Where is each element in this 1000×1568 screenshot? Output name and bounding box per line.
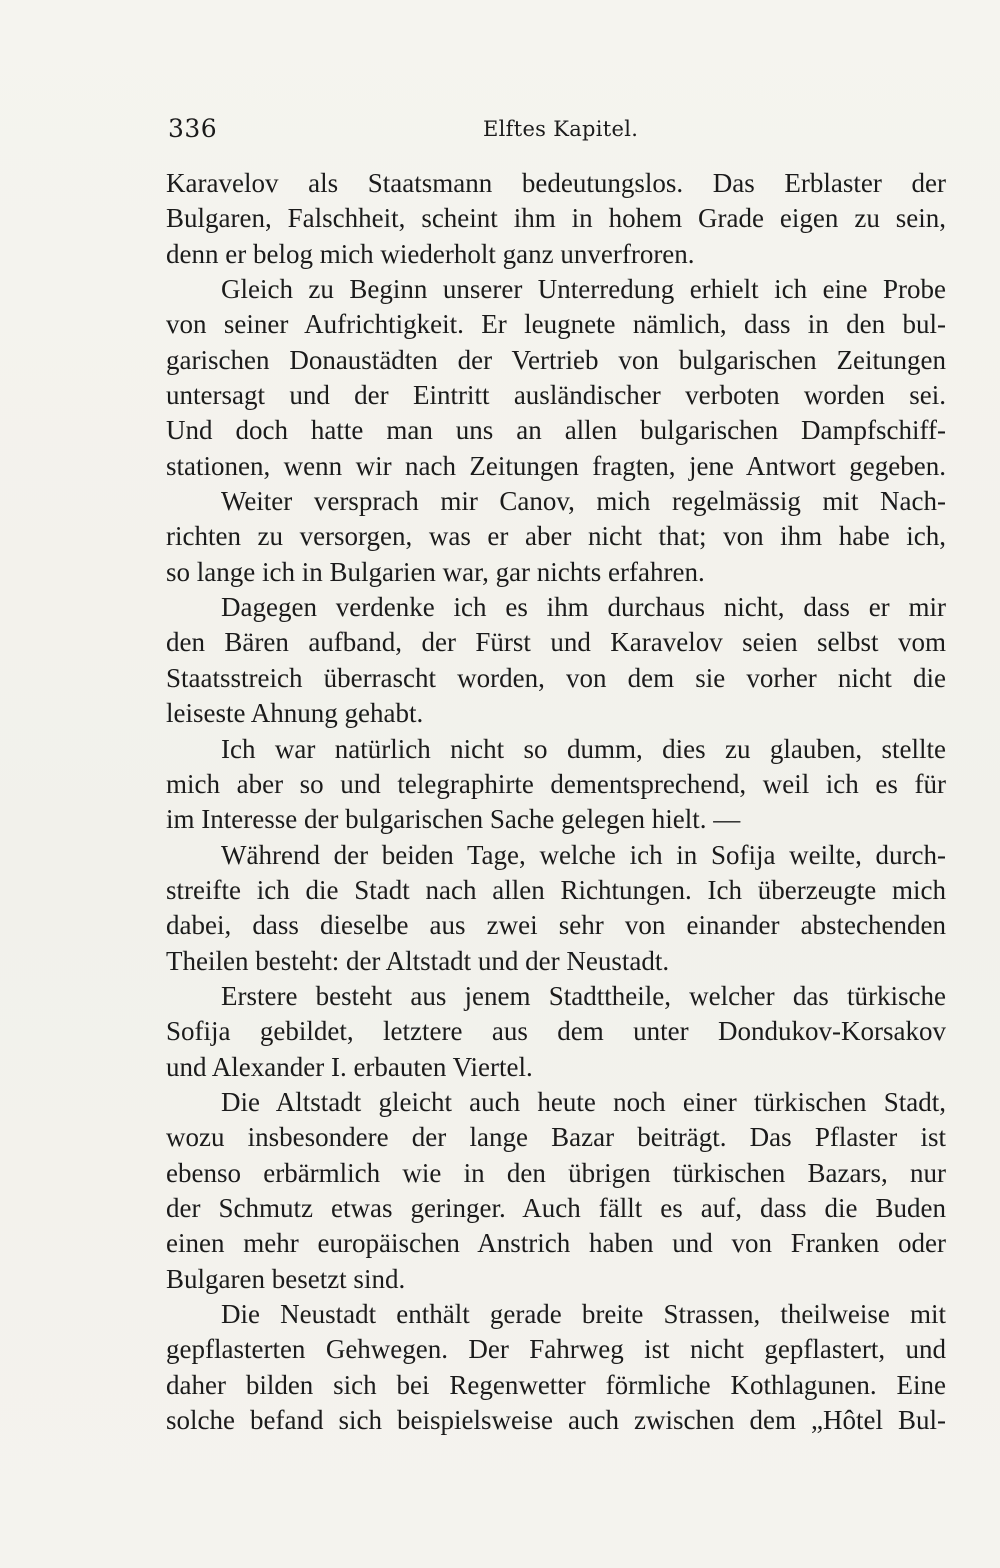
body-text bbox=[166, 166, 946, 1438]
text-line: Karavelov als Staatsmann bedeutungslos. Das Erblaster der bbox=[166, 168, 946, 198]
text-line: im Interesse der bulgarischen Sache gelegen hielt. — bbox=[166, 804, 741, 835]
text-line: gepflasterten Gehwegen. Der Fahrweg ist nicht gepflastert, und bbox=[166, 1334, 946, 1365]
text-line: denn er belog mich wiederholt ganz unverfroren. bbox=[166, 238, 695, 269]
text-line: von seiner Aufrichtigkeit. Er leugnete nämlich, dass in den bul- bbox=[166, 309, 946, 340]
text-line: so lange ich in Bulgarien war, gar nichts erfahren. bbox=[166, 556, 705, 587]
text-line: mich aber so und telegraphirte dementsprechend, weil ich es für bbox=[166, 768, 946, 799]
text-line: stationen, wenn wir nach Zeitungen fragten, jene Antwort gegeben. bbox=[166, 450, 946, 481]
text-line: Dagegen verdenke ich es ihm durchaus nicht, dass er mir bbox=[221, 592, 946, 623]
text-line: Bulgaren besetzt sind. bbox=[166, 1263, 406, 1294]
page-number: 336 bbox=[168, 114, 218, 143]
text-line: Staatsstreich überrascht worden, von dem sie vorher nicht die bbox=[166, 662, 946, 693]
text-line: Gleich zu Beginn unserer Unterredung erhielt ich eine Probe bbox=[221, 274, 946, 305]
text-line: streifte ich die Stadt nach allen Richtungen. Ich überzeugte mich bbox=[166, 874, 946, 905]
text-line: Die Altstadt gleicht auch heute noch einer türkischen Stadt, bbox=[221, 1086, 946, 1117]
running-head bbox=[168, 112, 943, 152]
text-line: Die Neustadt enthält gerade breite Strassen, theilweise mit bbox=[221, 1299, 946, 1329]
text-line: Erstere besteht aus jenem Stadttheile, welcher das türkische bbox=[221, 980, 946, 1011]
text-line: Und doch hatte man uns an allen bulgarischen Dampfschiff- bbox=[166, 415, 946, 446]
text-line: und Alexander I. erbauten Viertel. bbox=[166, 1051, 533, 1082]
text-line: dabei, dass dieselbe aus zwei sehr von einander abstechenden bbox=[166, 910, 946, 941]
text-line: wozu insbesondere der lange Bazar beiträgt. Das Pflaster ist bbox=[166, 1122, 946, 1153]
text-line: untersagt und der Eintritt ausländischer verboten worden sei. bbox=[166, 380, 946, 411]
text-line: Sofija gebildet, letztere aus dem unter Dondukov-Korsakov bbox=[166, 1016, 946, 1047]
text-line: leiseste Ahnung gehabt. bbox=[166, 698, 424, 729]
text-line: ebenso erbärmlich wie in den übrigen türkischen Bazars, nur bbox=[166, 1157, 946, 1188]
text-line: Bulgaren, Falschheit, scheint ihm in hohem Grade eigen zu sein, bbox=[166, 203, 946, 234]
text-line: der Schmutz etwas geringer. Auch fällt es auf, dass die Buden bbox=[166, 1192, 946, 1223]
text-line: Weiter versprach mir Canov, mich regelmässig mit Nach- bbox=[221, 486, 946, 517]
text-line: Ich war natürlich nicht so dumm, dies zu glauben, stellte bbox=[221, 733, 946, 764]
text-line: richten zu versorgen, was er aber nicht that; von ihm habe ich, bbox=[166, 521, 946, 552]
chapter-title: Elftes Kapitel. bbox=[483, 117, 639, 141]
text-line: Theilen besteht: der Altstadt und der Neustadt. bbox=[166, 945, 670, 976]
text-line: Während der beiden Tage, welche ich in Sofija weilte, durch- bbox=[221, 839, 946, 870]
text-line: einen mehr europäischen Anstrich haben und von Franken oder bbox=[166, 1228, 946, 1259]
text-line: solche befand sich beispielsweise auch zwischen dem „Hôtel Bul- bbox=[166, 1405, 946, 1436]
text-line: garischen Donaustädten der Vertrieb von bulgarischen Zeitungen bbox=[166, 344, 946, 375]
text-line: daher bilden sich bei Regenwetter förmliche Kothlagunen. Eine bbox=[166, 1369, 946, 1400]
text-line: den Bären aufband, der Fürst und Karavelov seien selbst vom bbox=[166, 627, 946, 658]
